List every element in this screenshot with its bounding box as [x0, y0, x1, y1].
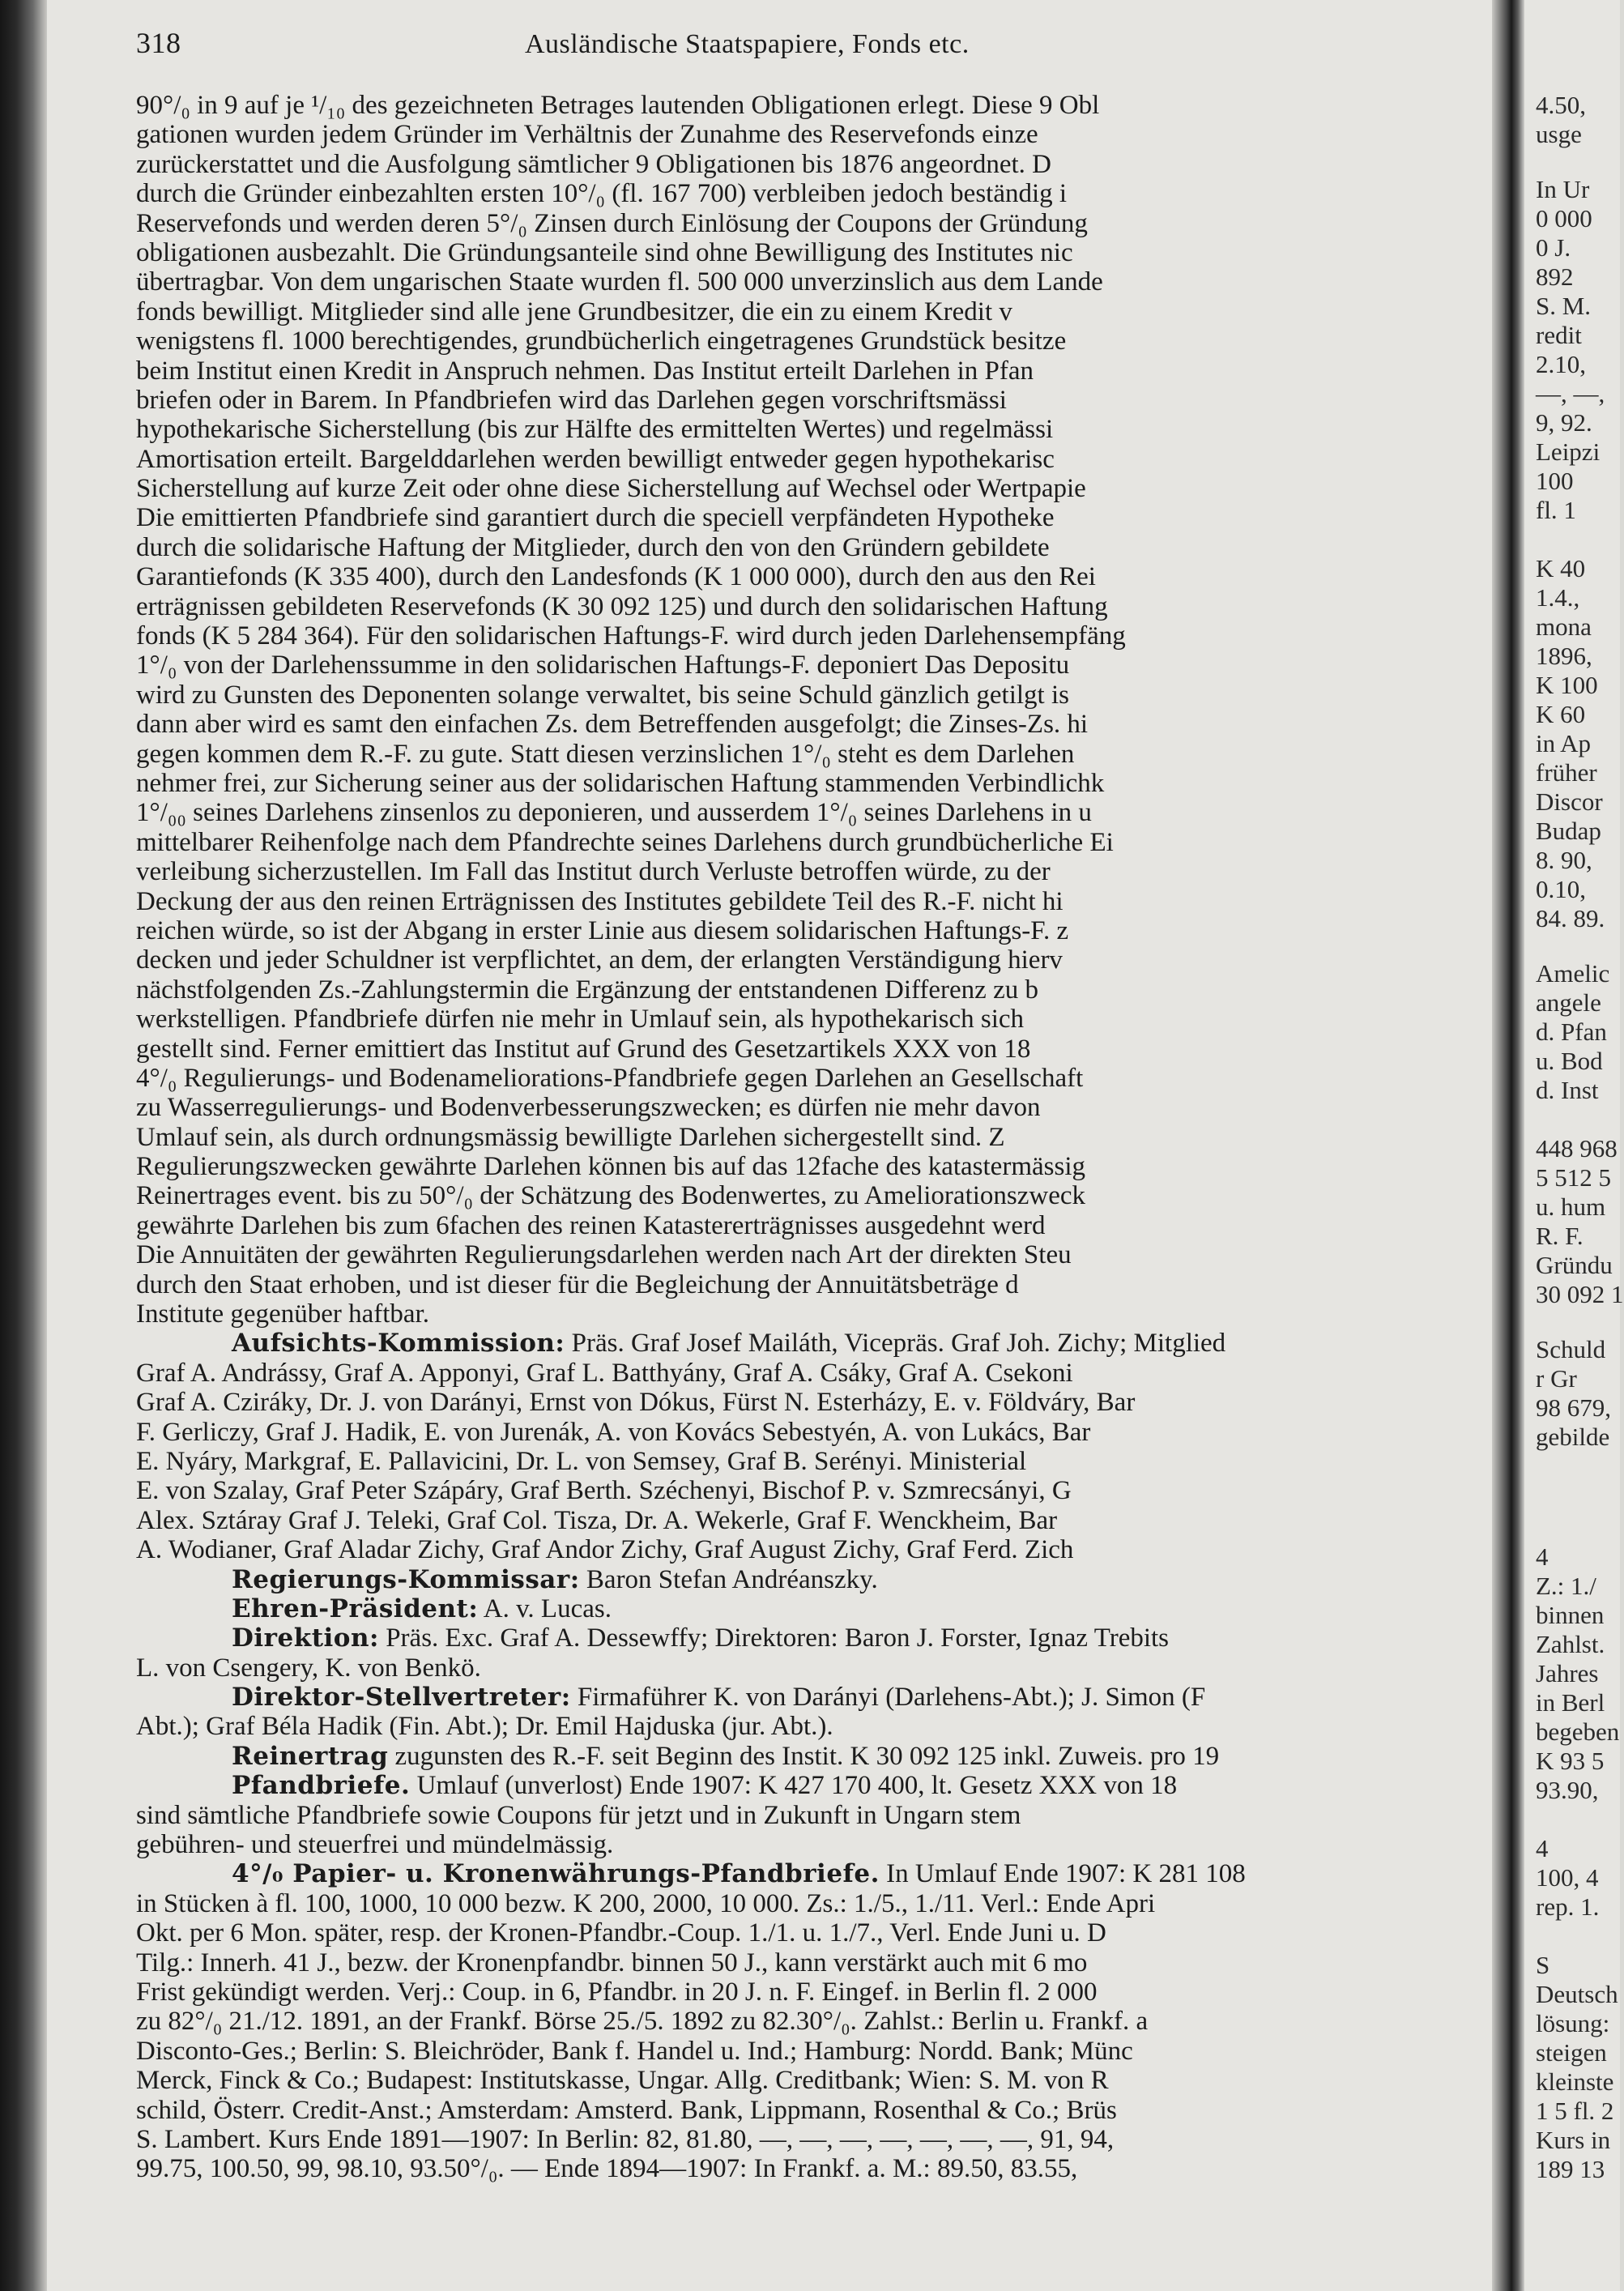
- body-text-segment: 1°/₀ von der Darlehenssumme in den solidarischen Haftungs-F. deponiert Das Depositu: [136, 651, 1070, 680]
- adjacent-page-text: In Ur: [1536, 175, 1590, 203]
- section-heading: Direktion:: [232, 1623, 379, 1653]
- body-text-segment: zurückerstattet und die Ausfolgung sämtlicher 9 Obligationen bis 1876 angeordnet. D: [136, 149, 1051, 179]
- section-heading: Aufsichts-Kommission:: [232, 1329, 565, 1359]
- section-text: Merck, Finck & Co.; Budapest: Institutskasse, Ungar. Allg. Creditbank; Wien: S. M. von R: [136, 2066, 1109, 2096]
- section-line: [136, 1653, 1464, 1683]
- section-heading: Regierungs-Kommissar:: [232, 1564, 580, 1594]
- section-line: [136, 1712, 1464, 1741]
- section-line: [136, 1418, 1464, 1447]
- body-text-line: [136, 710, 1464, 739]
- section-text: schild, Österr. Credit-Anst.; Amsterdam: Amsterd. Bank, Lippmann, Rosenthal & Co.; Brüs: [136, 2095, 1117, 2125]
- adjacent-page-text: Jahres: [1536, 1659, 1599, 1687]
- section-first-line: [136, 1565, 1464, 1594]
- adjacent-page-text: 5 512 5: [1536, 1163, 1611, 1192]
- body-text-line: [136, 740, 1464, 769]
- body-text-segment: Reservefonds und werden deren 5°/₀ Zinsen durch Einlösung der Coupons der Gründung: [136, 208, 1088, 238]
- body-text-segment: Die emittierten Pfandbriefe sind garantiert durch die speciell verpfändeten Hypotheke: [136, 503, 1055, 533]
- adjacent-page-text: 4.50,: [1536, 91, 1586, 119]
- section-heading: Reinertrag: [232, 1741, 389, 1771]
- adjacent-page-text: 9, 92.: [1536, 408, 1592, 437]
- body-text-segment: zu Wasserregulierungs- und Bodenverbesserungszwecken; es dürfen nie mehr davon: [136, 1093, 1041, 1123]
- adjacent-page-text: begeben: [1536, 1717, 1620, 1746]
- section-text: Graf A. Andrássy, Graf A. Apponyi, Graf L. Batthyány, Graf A. Csáky, Graf A. Csekoni: [136, 1358, 1073, 1388]
- body-text-segment: nächstfolgenden Zs.-Zahlungstermin die Ergänzung der entstandenen Differenz zu b: [136, 975, 1038, 1005]
- body-text-segment: 4°/₀ Regulierungs- und Bodenameliorations-Pfandbriefe gegen Darlehen an Gesellschaft: [136, 1063, 1084, 1093]
- body-text-segment: gegen kommen dem R.-F. zu gute. Statt diesen verzinslichen 1°/₀ steht es dem Darlehen: [136, 739, 1075, 769]
- adjacent-page-text: usge: [1536, 120, 1582, 148]
- body-text-line: [136, 120, 1464, 149]
- adjacent-page-text: fl. 1: [1536, 496, 1576, 524]
- body-text-segment: Umlauf sein, als durch ordnungsmässig bewilligte Darlehen sichergestellt sind. Z: [136, 1122, 1005, 1152]
- adjacent-page-text: Leipzi: [1536, 437, 1601, 466]
- section-text: Präs. Exc. Graf A. Dessewffy; Direktoren: Baron J. Forster, Ignaz Trebits: [386, 1623, 1170, 1653]
- adjacent-page-text: S: [1536, 1951, 1550, 1979]
- section-line: [136, 1977, 1464, 2007]
- running-title: Ausländische Staatspapiere, Fonds etc.: [525, 29, 970, 59]
- section-text: Disconto-Ges.; Berlin: S. Bleichröder, Bank f. Handel u. Ind.; Hamburg: Nordd. Bank; Münc: [136, 2036, 1133, 2066]
- adjacent-page-text: 30 092 1: [1536, 1280, 1624, 1308]
- section-text: zugunsten des R.-F. seit Beginn des Instit. K 30 092 125 inkl. Zuweis. pro 19: [394, 1741, 1220, 1771]
- body-text-line: [136, 1093, 1464, 1122]
- body-text-line: [136, 562, 1464, 591]
- body-text-line: [136, 769, 1464, 798]
- body-text-segment: verleibung sicherzustellen. Im Fall das Institut durch Verluste betroffen würde, zu der: [136, 857, 1051, 887]
- section-first-line: [136, 1683, 1464, 1712]
- body-text-line: [136, 356, 1464, 386]
- body-text-line: [136, 1240, 1464, 1269]
- body-text-segment: dann aber wird es samt den einfachen Zs. dem Betreffenden ausgefolgt; die Zinses-Zs. hi: [136, 710, 1089, 740]
- body-text-segment: wird zu Gunsten des Deponenten solange verwaltet, bis seine Schuld gänzlich getilgt is: [136, 680, 1069, 710]
- adjacent-page-text: 0 J.: [1536, 233, 1571, 262]
- main-text-column: [136, 91, 1464, 2278]
- section-line: [136, 1359, 1464, 1388]
- adjacent-page-text: mona: [1536, 612, 1592, 641]
- body-text-segment: gestellt sind. Ferner emittiert das Institut auf Grund des Gesetzartikels XXX von 18: [136, 1034, 1031, 1064]
- body-text-segment: Regulierungszwecken gewährte Darlehen können bis auf das 12fache des katastermässig: [136, 1152, 1085, 1182]
- adjacent-page-text: Zahlst.: [1536, 1630, 1605, 1658]
- section-line: [136, 1948, 1464, 1977]
- body-text-segment: Deckung der aus den reinen Erträgnissen des Institutes gebildete Teil des R.-F. nicht hi: [136, 886, 1063, 916]
- adjacent-page-text: u. Bod: [1536, 1047, 1603, 1075]
- body-text-segment: Institute gegenüber haftbar.: [136, 1299, 429, 1329]
- section-heading: Pfandbriefe.: [232, 1771, 411, 1801]
- adjacent-page-text: binnen: [1536, 1601, 1605, 1629]
- section-text: In Umlauf Ende 1907: K 281 108: [886, 1859, 1246, 1889]
- adjacent-page-text: 1.4.,: [1536, 583, 1580, 612]
- body-text-segment: decken und jeder Schuldner ist verpflichtet, an dem, der erlangten Verständigung hierv: [136, 945, 1063, 975]
- body-text-segment: Reinertrages event. bis zu 50°/₀ der Schätzung des Bodenwertes, zu Ameliorationszweck: [136, 1181, 1086, 1211]
- body-text-line: [136, 415, 1464, 444]
- body-text-line: [136, 179, 1464, 208]
- body-text-line: [136, 474, 1464, 503]
- section-text: Okt. per 6 Mon. später, resp. der Kronen-Pfandbr.-Coup. 1./1. u. 1./7., Verl. Ende Juni u. D: [136, 1918, 1106, 1948]
- section-text: gebühren- und steuerfrei und mündelmässig.: [136, 1830, 614, 1860]
- adjacent-page-text: gebilde: [1536, 1423, 1610, 1451]
- body-text-segment: reichen würde, so ist der Abgang in erster Linie aus diesem solidarischen Haftungs-F. z: [136, 915, 1069, 945]
- adjacent-page-text: angele: [1536, 988, 1601, 1017]
- adjacent-page-text: K 100: [1536, 671, 1598, 699]
- section-line: [136, 2066, 1464, 2095]
- adjacent-page-text: 1 5 fl. 2: [1536, 2097, 1614, 2125]
- section-text: sind sämtliche Pfandbriefe sowie Coupons für jetzt und in Zukunft in Ungarn stem: [136, 1800, 1021, 1830]
- adjacent-page-text: redit: [1536, 321, 1582, 349]
- scan-left-edge: [0, 0, 47, 2291]
- body-text-line: [136, 209, 1464, 238]
- adjacent-page-text: K 40: [1536, 554, 1586, 582]
- adjacent-page-text: 189 13: [1536, 2155, 1605, 2183]
- body-text-line: [136, 1270, 1464, 1299]
- body-text-line: [136, 1035, 1464, 1064]
- body-text-line: [136, 1299, 1464, 1329]
- section-line: [136, 2125, 1464, 2154]
- adjacent-page-text: 8. 90,: [1536, 846, 1592, 874]
- body-text-segment: Sicherstellung auf kurze Zeit oder ohne diese Sicherstellung auf Wechsel oder Wertpapie: [136, 474, 1086, 504]
- adjacent-page-text: K 93 5: [1536, 1747, 1605, 1775]
- body-text-line: [136, 1064, 1464, 1093]
- body-text-line: [136, 945, 1464, 975]
- adjacent-page-text: d. Inst: [1536, 1076, 1599, 1104]
- body-text-line: [136, 975, 1464, 1005]
- section-text: Frist gekündigt werden. Verj.: Coup. in 6, Pfandbr. in 20 J. n. F. Eingef. in Berlin fl. 2 000: [136, 1977, 1098, 2007]
- page-header: [136, 18, 1464, 66]
- section-first-line: [136, 1771, 1464, 1800]
- section-text: L. von Csengery, K. von Benkö.: [136, 1653, 481, 1683]
- body-text-segment: durch die solidarische Haftung der Mitglieder, durch den von den Gründern gebildete: [136, 532, 1050, 562]
- section-heading: Ehren-Präsident:: [232, 1593, 479, 1623]
- adjacent-page-text: rep. 1.: [1536, 1892, 1600, 1921]
- section-line: [136, 1506, 1464, 1535]
- body-text-segment: wenigstens fl. 1000 berechtigendes, grundbücherlich eingetragenes Grundstück besitze: [136, 326, 1067, 356]
- body-text-line: [136, 651, 1464, 680]
- body-text-segment: beim Institut einen Kredit in Anspruch nehmen. Das Institut erteilt Darlehen in Pfan: [136, 356, 1034, 386]
- body-text-line: [136, 1211, 1464, 1240]
- adjacent-page-text: —, —,: [1536, 379, 1605, 407]
- body-text-line: [136, 503, 1464, 532]
- adjacent-page-text: 1896,: [1536, 642, 1592, 670]
- body-text-segment: durch den Staat erhoben, und ist dieser für die Begleichung der Annuitätsbeträge d: [136, 1269, 1019, 1299]
- adjacent-page-text: in Berl: [1536, 1688, 1605, 1717]
- section-line: [136, 1388, 1464, 1417]
- adjacent-page-text: in Ap: [1536, 729, 1592, 757]
- section-line: [136, 2096, 1464, 2125]
- body-text-segment: 1°/₀₀ seines Darlehens zinsenlos zu deponieren, und ausserdem 1°/₀ seines Darlehens in u: [136, 798, 1092, 828]
- section-text: E. Nyáry, Markgraf, E. Pallavicini, Dr. L. von Semsey, Graf B. Serényi. Ministerial: [136, 1446, 1027, 1476]
- section-line: [136, 1447, 1464, 1476]
- body-text-line: [136, 680, 1464, 710]
- body-text-segment: werkstelligen. Pfandbriefe dürfen nie mehr in Umlauf sein, als hypothekarisch sich: [136, 1005, 1025, 1035]
- body-text-segment: 90°/₀ in 9 auf je ¹/₁₀ des gezeichneten Betrages lautenden Obligationen erlegt. Diese 9 Obl: [136, 91, 1100, 120]
- body-text-line: [136, 828, 1464, 857]
- body-text-line: [136, 621, 1464, 651]
- section-text: F. Gerliczy, Graf J. Hadik, E. von Jurenák, A. von Kovács Sebestyén, A. von Lukács, Bar: [136, 1417, 1091, 1447]
- body-text-line: [136, 238, 1464, 267]
- adjacent-page-text: Amelic: [1536, 959, 1610, 988]
- body-text-line: [136, 916, 1464, 945]
- body-text-line: [136, 533, 1464, 562]
- adjacent-page-text: lösung:: [1536, 2009, 1610, 2037]
- body-text-line: [136, 150, 1464, 179]
- section-first-line: [136, 1623, 1464, 1653]
- adjacent-page-text: 100, 4: [1536, 1863, 1599, 1892]
- body-text-line: [136, 592, 1464, 621]
- section-line: [136, 2154, 1464, 2183]
- adjacent-page-text: u. hum: [1536, 1192, 1606, 1221]
- body-text-line: [136, 887, 1464, 916]
- section-heading: 4°/₀ Papier- u. Kronenwährungs-Pfandbriefe.: [232, 1859, 880, 1889]
- adjacent-page-text: 84. 89.: [1536, 904, 1605, 932]
- section-text: S. Lambert. Kurs Ende 1891—1907: In Berlin: 82, 81.80, —, —, —, —, —, —, —, 91, 94,: [136, 2124, 1115, 2154]
- adjacent-page-text: r Gr: [1536, 1364, 1577, 1393]
- body-text-line: [136, 267, 1464, 297]
- section-line: [136, 1830, 1464, 1859]
- adjacent-page-text: Schuld: [1536, 1335, 1606, 1363]
- body-text-line: [136, 297, 1464, 326]
- body-text-line: [136, 857, 1464, 886]
- body-text-line: [136, 798, 1464, 827]
- page-number: 318: [136, 27, 181, 59]
- body-text-segment: gationen wurden jedem Gründer im Verhältnis der Zunahme des Reservefonds einze: [136, 120, 1038, 150]
- body-text-segment: hypothekarische Sicherstellung (bis zur Hälfte des ermittelten Wertes) und regelmässi: [136, 415, 1054, 445]
- adjacent-page-text: kleinste: [1536, 2067, 1614, 2096]
- section-text: Abt.); Graf Béla Hadik (Fin. Abt.); Dr. Emil Hajduska (jur. Abt.).: [136, 1712, 833, 1742]
- adjacent-page-text: 892: [1536, 262, 1574, 291]
- adjacent-page-text: Budap: [1536, 817, 1601, 845]
- body-text-segment: erträgnissen gebildeten Reservefonds (K 30 092 125) und durch den solidarischen Haftung: [136, 591, 1108, 621]
- section-line: [136, 2037, 1464, 2066]
- adjacent-page-text: steigen: [1536, 2038, 1607, 2067]
- adjacent-page-text: 100: [1536, 467, 1574, 495]
- body-text-line: [136, 326, 1464, 356]
- adjacent-page-text: Gründu: [1536, 1251, 1613, 1279]
- body-text-segment: fonds bewilligt. Mitglieder sind alle jene Grundbesitzer, die ein zu einem Kredit v: [136, 297, 1012, 326]
- adjacent-page-text: früher: [1536, 758, 1597, 787]
- adjacent-page-text: d. Pfan: [1536, 1018, 1607, 1046]
- body-text-line: [136, 1123, 1464, 1152]
- section-heading: Direktor-Stellvertreter:: [232, 1683, 571, 1713]
- adjacent-page-text: 0 000: [1536, 204, 1592, 233]
- section-text: Graf A. Cziráky, Dr. J. von Darányi, Ernst von Dókus, Fürst N. Esterházy, E. v. Földváry, Bar: [136, 1388, 1136, 1418]
- section-text: 99.75, 100.50, 99, 98.10, 93.50°/₀. — Ende 1894—1907: In Frankf. a. M.: 89.50, 83.55,: [136, 2154, 1078, 2184]
- body-text-segment: Garantiefonds (K 335 400), durch den Landesfonds (K 1 000 000), durch den aus den Rei: [136, 562, 1096, 592]
- section-text: E. von Szalay, Graf Peter Szápáry, Graf Berth. Széchenyi, Bischof P. v. Szmrecsányi, G: [136, 1476, 1072, 1506]
- section-text: Umlauf (unverlost) Ende 1907: K 427 170 400, lt. Gesetz XXX von 18: [416, 1771, 1178, 1801]
- adjacent-page-text: 2.10,: [1536, 350, 1586, 378]
- adjacent-page-text: Kurs in: [1536, 2126, 1611, 2154]
- adjacent-page-text: 4: [1536, 1834, 1549, 1862]
- body-text-segment: fonds (K 5 284 364). Für den solidarischen Haftungs-F. wird durch jeden Darlehensempfäng: [136, 621, 1126, 651]
- section-line: [136, 1476, 1464, 1505]
- section-line: [136, 2007, 1464, 2036]
- section-text: Tilg.: Innerh. 41 J., bezw. der Kronenpfandbr. binnen 50 J., kann verstärkt auch mit 6 mo: [136, 1948, 1088, 1977]
- adjacent-page-text: Z.: 1./: [1536, 1572, 1596, 1600]
- body-text-segment: übertragbar. Von dem ungarischen Staate wurden fl. 500 000 unverzinslich aus dem Lande: [136, 267, 1103, 297]
- section-text: zu 82°/₀ 21./12. 1891, an der Frankf. Börse 25./5. 1892 zu 82.30°/₀. Zahlst.: Berlin u. Frankf. a: [136, 2007, 1149, 2037]
- adjacent-page-text: Deutsch: [1536, 1980, 1618, 2008]
- adjacent-page-text: Discor: [1536, 787, 1603, 816]
- body-text-segment: obligationen ausbezahlt. Die Gründungsanteile sind ohne Bewilligung des Institutes nic: [136, 237, 1073, 267]
- section-first-line: [136, 1329, 1464, 1358]
- adjacent-page-text: K 60: [1536, 700, 1586, 728]
- body-text-segment: nehmer frei, zur Sicherung seiner aus der solidarischen Haftung stammenden Verbindlichk: [136, 768, 1105, 798]
- section-text: A. Wodianer, Graf Aladar Zichy, Graf Andor Zichy, Graf August Zichy, Graf Ferd. Zich: [136, 1535, 1074, 1565]
- section-text: Präs. Graf Josef Mailáth, Vicepräs. Graf Joh. Zichy; Mitglied: [571, 1329, 1226, 1359]
- section-text: in Stücken à fl. 100, 1000, 10 000 bezw. K 200, 2000, 10 000. Zs.: 1./5., 1./11. Verl.: Ende Apri: [136, 1888, 1156, 1918]
- body-text-line: [136, 1152, 1464, 1181]
- adjacent-page-text: 93.90,: [1536, 1776, 1599, 1804]
- book-gutter: [1492, 0, 1524, 2291]
- adjacent-page-text: 448 968: [1536, 1134, 1618, 1163]
- adjacent-page-text: 0.10,: [1536, 875, 1586, 903]
- body-text-segment: briefen oder in Barem. In Pfandbriefen wird das Darlehen gegen vorschriftsmässi: [136, 385, 1007, 415]
- body-text-line: [136, 1005, 1464, 1034]
- section-first-line: [136, 1742, 1464, 1771]
- body-text-line: [136, 91, 1464, 120]
- body-text-line: [136, 386, 1464, 415]
- section-text: Firmaführer K. von Darányi (Darlehens-Abt.); J. Simon (F: [577, 1683, 1206, 1713]
- section-line: [136, 1535, 1464, 1564]
- body-text-segment: mittelbarer Reihenfolge nach dem Pfandrechte seines Darlehens durch grundbücherliche Ei: [136, 827, 1114, 857]
- section-first-line: [136, 1594, 1464, 1623]
- body-text-line: [136, 445, 1464, 474]
- section-text: Alex. Sztáray Graf J. Teleki, Graf Col. Tisza, Dr. A. Wekerle, Graf F. Wenckheim, Bar: [136, 1505, 1058, 1535]
- body-text-segment: Amortisation erteilt. Bargelddarlehen werden bewilligt entweder gegen hypothekarisc: [136, 444, 1055, 474]
- adjacent-page-text: R. F.: [1536, 1222, 1584, 1250]
- adjacent-page-text: 4: [1536, 1542, 1549, 1571]
- section-text: A. v. Lucas.: [483, 1593, 612, 1623]
- adjacent-page-fragment: [1536, 91, 1624, 2183]
- section-line: [136, 1889, 1464, 1918]
- body-text-line: [136, 1181, 1464, 1210]
- body-text-segment: gewährte Darlehen bis zum 6fachen des reinen Katastererträgnisses ausgedehnt werd: [136, 1210, 1046, 1240]
- section-line: [136, 1801, 1464, 1830]
- section-line: [136, 1918, 1464, 1948]
- body-text-segment: durch die Gründer einbezahlten ersten 10°/₀ (fl. 167 700) verbleiben jedoch beständig i: [136, 179, 1068, 209]
- body-text-segment: Die Annuitäten der gewährten Regulierungsdarlehen werden nach Art der direkten Steu: [136, 1240, 1072, 1270]
- adjacent-page-text: S. M.: [1536, 292, 1592, 320]
- section-first-line: [136, 1859, 1464, 1888]
- section-text: Baron Stefan Andréanszky.: [586, 1564, 878, 1594]
- adjacent-page-text: 98 679,: [1536, 1393, 1611, 1422]
